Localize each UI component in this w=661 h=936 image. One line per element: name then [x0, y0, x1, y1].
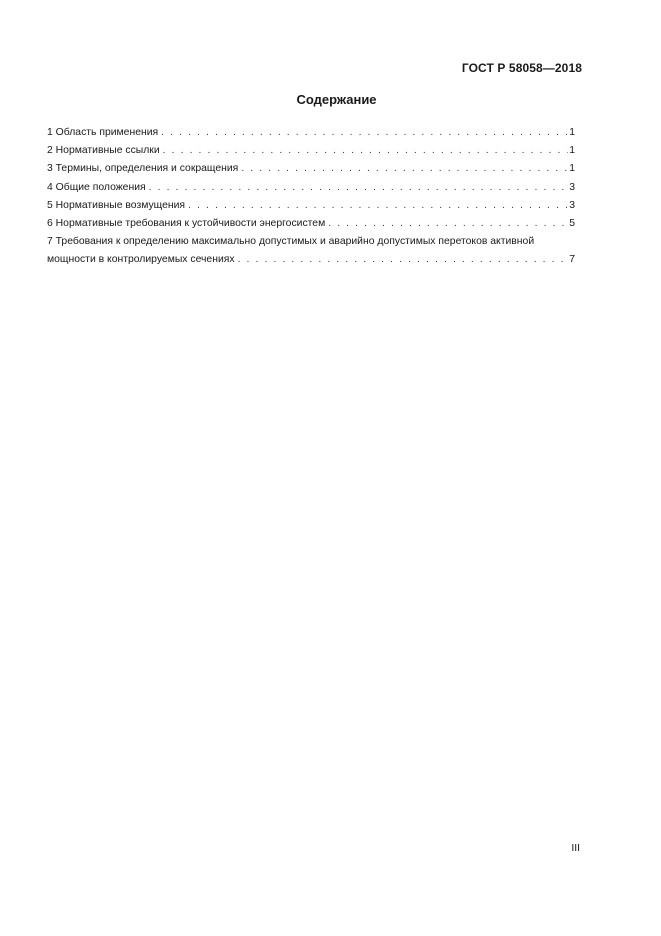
document-code: ГОСТ Р 58058—2018	[461, 61, 582, 75]
toc-entry[interactable]	[47, 144, 575, 157]
toc-entry-second-line	[47, 253, 575, 266]
toc-entry[interactable]	[47, 126, 575, 139]
toc-entry-page: 3	[569, 181, 575, 193]
toc-entry-page: 7	[569, 254, 575, 266]
toc-entry-label-line2: мощности в контролируемых сечениях	[47, 254, 235, 266]
toc-entry-page: 1	[569, 145, 575, 157]
toc-entry-label: 6 Нормативные требования к устойчивости энергосистем	[47, 217, 326, 229]
toc-entry-page: 5	[569, 217, 575, 229]
toc-title: Содержание	[296, 92, 377, 107]
page-number: III	[571, 843, 580, 854]
toc-dot-leader	[161, 126, 568, 139]
table-of-contents	[47, 126, 575, 272]
toc-entry-label: 1 Область применения	[47, 127, 159, 138]
toc-dot-leader	[328, 217, 568, 230]
toc-entry-label-line1: 7 Требования к определению максимально допустимых и аварийно допустимых перетоков активной	[47, 236, 535, 248]
toc-dot-leader	[241, 162, 568, 175]
toc-entry-label: 3 Термины, определения и сокращения	[47, 163, 239, 175]
toc-entry-page: 1	[569, 127, 575, 138]
toc-entry-label: 4 Общие положения	[47, 181, 146, 193]
toc-entry[interactable]	[47, 199, 575, 212]
toc-entry-label: 2 Нормативные ссылки	[47, 145, 160, 157]
toc-entry[interactable]	[47, 235, 575, 266]
toc-entry[interactable]	[47, 217, 575, 230]
toc-dot-leader	[188, 199, 568, 212]
toc-entry[interactable]	[47, 181, 575, 194]
toc-entry[interactable]	[47, 162, 575, 175]
toc-dot-leader	[238, 253, 569, 266]
toc-dot-leader	[163, 144, 569, 157]
toc-entry-page: 1	[569, 163, 575, 175]
toc-entry-label: 5 Нормативные возмущения	[47, 199, 186, 211]
toc-entry-page: 3	[569, 199, 575, 211]
toc-dot-leader	[149, 181, 569, 194]
